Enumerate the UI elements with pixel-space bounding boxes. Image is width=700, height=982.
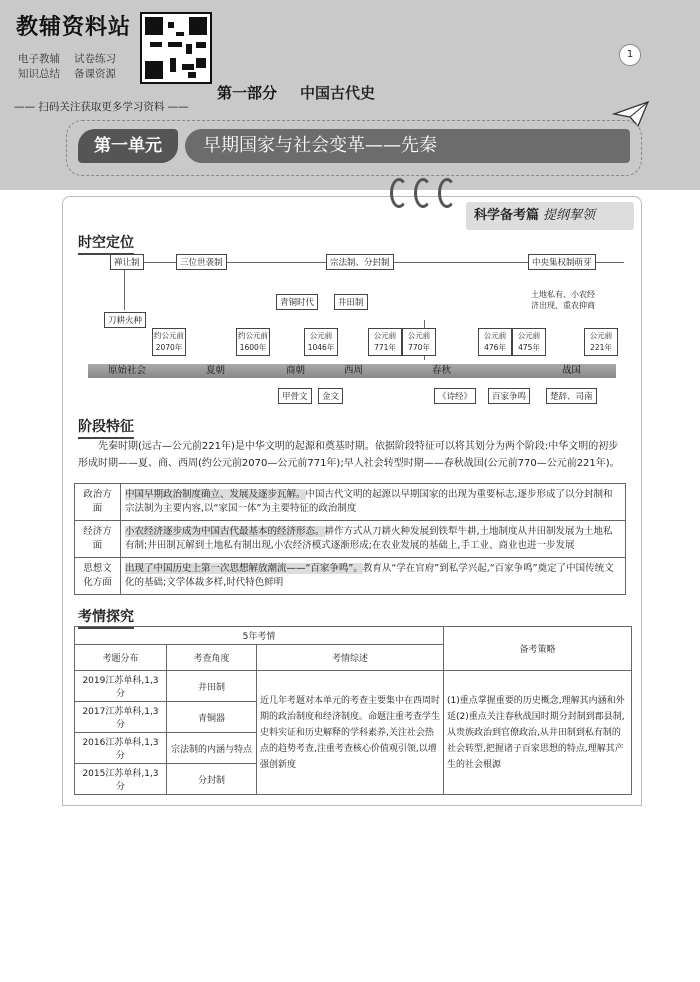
date-prefix: 公元前 <box>407 331 431 340</box>
header-strategy: 备考策略 <box>444 627 632 671</box>
part-title: 中国古代史 <box>300 84 376 102</box>
date-prefix: 公元前 <box>309 331 333 340</box>
feature-head: 政治方面 <box>75 484 121 521</box>
timeline-box-centralization: 中央集权制萌芽 <box>528 254 596 270</box>
link-ebook[interactable]: 电子教辅 <box>18 53 60 65</box>
timeline-box-patriarchal: 宗法制、分封制 <box>326 254 394 270</box>
date-770bc <box>402 328 436 356</box>
features-table <box>74 483 626 595</box>
exam-angle: 青铜器 <box>167 702 257 733</box>
spiral-ring-icon <box>414 178 432 208</box>
era-xia: 夏朝 <box>206 365 226 376</box>
era-warring-states: 战国 <box>562 365 582 376</box>
exam-summary: 近几年考题对本单元的考查主要集中在西周时期的政治制度和经济制度。命题注重考查学生史料实证和历史解释的学科素养,关注社会热点的趋势考查,注重考查核心价值观引领,以增强创新度 <box>257 671 444 795</box>
timeline-box-hereditary: 三位世袭制 <box>176 254 227 270</box>
exam-angle: 井田制 <box>167 671 257 702</box>
spiral-ring-icon <box>390 178 408 208</box>
section-title-features: 阶段特征 <box>78 416 134 439</box>
date-475bc <box>512 328 546 356</box>
qr-code-icon <box>140 12 212 84</box>
timeline-annotation <box>528 288 600 312</box>
col-head-angle: 考查角度 <box>167 645 257 671</box>
feature-highlight: 出现了中国历史上第一次思想解放潮流——“百家争鸣”。 <box>125 563 363 574</box>
table-row <box>75 627 632 645</box>
date-476bc <box>478 328 512 356</box>
page-number: 1 <box>619 44 641 66</box>
date-prefix: 公元前 <box>589 331 613 340</box>
feature-head: 思想文化方面 <box>75 558 121 595</box>
timeline <box>80 250 620 410</box>
annotation-line-2: 济出现、重农抑商 <box>531 301 595 310</box>
era-shang: 商朝 <box>286 365 306 376</box>
date-year: 476年 <box>484 343 506 352</box>
date-year: 770年 <box>408 343 430 352</box>
feature-head: 经济方面 <box>75 521 121 558</box>
table-row <box>75 484 626 521</box>
date-year: 2070年 <box>155 343 183 352</box>
timeline-box-well-field: 井田制 <box>334 294 368 310</box>
science-tag <box>466 202 634 230</box>
date-1600bc <box>236 328 270 356</box>
era-primitive: 原始社会 <box>108 365 147 376</box>
date-prefix: 公元前 <box>373 331 397 340</box>
date-prefix: 公元前 <box>517 331 541 340</box>
doc-chuci: 楚辞、司南 <box>546 388 597 404</box>
table-row <box>75 521 626 558</box>
timeline-box-bronze-age: 青铜时代 <box>276 294 318 310</box>
part-label: 第一部分 <box>217 84 278 102</box>
exam-strategy: (1)重点掌握重要的历史概念,理解其内涵和外延(2)重点关注春秋战国时期分封制到郡县制,从贵族政治到官僚政治,从井田制到私有制的社会转型,把握诸子百家思想的特点,理解其产生的社会根源 <box>444 671 632 795</box>
date-year: 1046年 <box>307 343 335 352</box>
era-western-zhou: 西周 <box>344 365 364 376</box>
date-year: 1600年 <box>239 343 267 352</box>
link-summary[interactable]: 知识总结 <box>18 68 60 80</box>
feature-cell <box>121 484 626 521</box>
exam-distribution: 2016江苏单科,1,3分 <box>75 733 167 764</box>
feature-text: 中国古代文明的起源以早期国家的出现为重要标志,逐步形成了以分封制和宗法制为主要内容,以“家国一体”为主要特征的政治制度 <box>125 489 613 514</box>
link-resources[interactable]: 备课资源 <box>74 68 116 80</box>
feature-highlight: 小农经济逐步成为中国古代最基本的经济形态。 <box>125 526 325 537</box>
exam-angle: 宗法制的内涵与特点 <box>167 733 257 764</box>
resource-links <box>18 52 138 82</box>
exam-distribution: 2019江苏单科,1,3分 <box>75 671 167 702</box>
doc-book-of-songs: 《诗经》 <box>434 388 476 404</box>
doc-oracle-bone: 甲骨文 <box>278 388 312 404</box>
date-year: 475年 <box>518 343 540 352</box>
feature-cell <box>121 521 626 558</box>
section-title-exam: 考情探究 <box>78 606 134 629</box>
exam-distribution: 2015江苏单科,1,3分 <box>75 764 167 795</box>
brand-title: 教辅资料站 <box>16 15 132 40</box>
doc-bronze-inscription: 金文 <box>318 388 343 404</box>
date-prefix: 约公元前 <box>154 331 184 340</box>
header-5yr: 5年考情 <box>75 627 444 645</box>
annotation-line-1: 土地私有、小农经 <box>531 290 595 299</box>
date-1046bc <box>304 328 338 356</box>
doc-hundred-schools: 百家争鸣 <box>488 388 530 404</box>
era-spring-autumn: 春秋 <box>432 365 452 376</box>
feature-cell <box>121 558 626 595</box>
science-tag-label: 科学备考篇 <box>474 208 540 223</box>
date-771bc <box>368 328 402 356</box>
date-year: 771年 <box>374 343 396 352</box>
link-exercises[interactable]: 试卷练习 <box>74 53 116 65</box>
timeline-box-abdication: 禅让制 <box>110 254 144 270</box>
table-row <box>75 671 632 702</box>
date-year: 221年 <box>590 343 612 352</box>
exam-angle: 分封制 <box>167 764 257 795</box>
scan-prompt: —— 扫码关注获取更多学习资料 —— <box>14 101 189 113</box>
table-row <box>75 558 626 595</box>
unit-title: 早期国家与社会变革——先秦 <box>185 129 630 163</box>
timeline-box-slash-burn: 刀耕火种 <box>104 312 146 328</box>
date-221bc <box>584 328 618 356</box>
col-head-summary: 考情综述 <box>257 645 444 671</box>
date-2070bc <box>152 328 186 356</box>
feature-text: 教育从“学在官府”到私学兴起,“百家争鸣”奠定了中国传统文化的基础;文学体裁多样,时代特色鲜明 <box>125 563 614 588</box>
col-head-distribution: 考题分布 <box>75 645 167 671</box>
date-prefix: 公元前 <box>483 331 507 340</box>
feature-highlight: 中国早期政治制度确立、发展及逐步瓦解。 <box>125 489 306 500</box>
unit-badge: 第一单元 <box>78 129 178 163</box>
feature-text: 耕作方式从刀耕火种发展到铁犁牛耕,土地制度从井田制发展为土地私有制;井田制瓦解到土地私有制出现,小农经济模式逐渐形成;在农业发展的基础上,手工业、商业也进一步发展 <box>125 526 613 551</box>
features-paragraph: 先秦时期(远古—公元前221年)是中华文明的起源和奠基时期。依据阶段特征可以将其划分为两个阶段:中华文明的初步形成时期——夏、商、西周(约公元前2070—公元前771年);早人社会转型时期——春秋战国(公元前770—公元前221年)。 <box>78 441 620 469</box>
date-prefix: 约公元前 <box>238 331 268 340</box>
section-title-timeline: 时空定位 <box>78 232 134 255</box>
science-tag-handwritten: 提纲挈领 <box>543 208 596 223</box>
spiral-ring-icon <box>438 178 456 208</box>
exam-table <box>74 626 632 795</box>
exam-distribution: 2017江苏单科,1,3分 <box>75 702 167 733</box>
